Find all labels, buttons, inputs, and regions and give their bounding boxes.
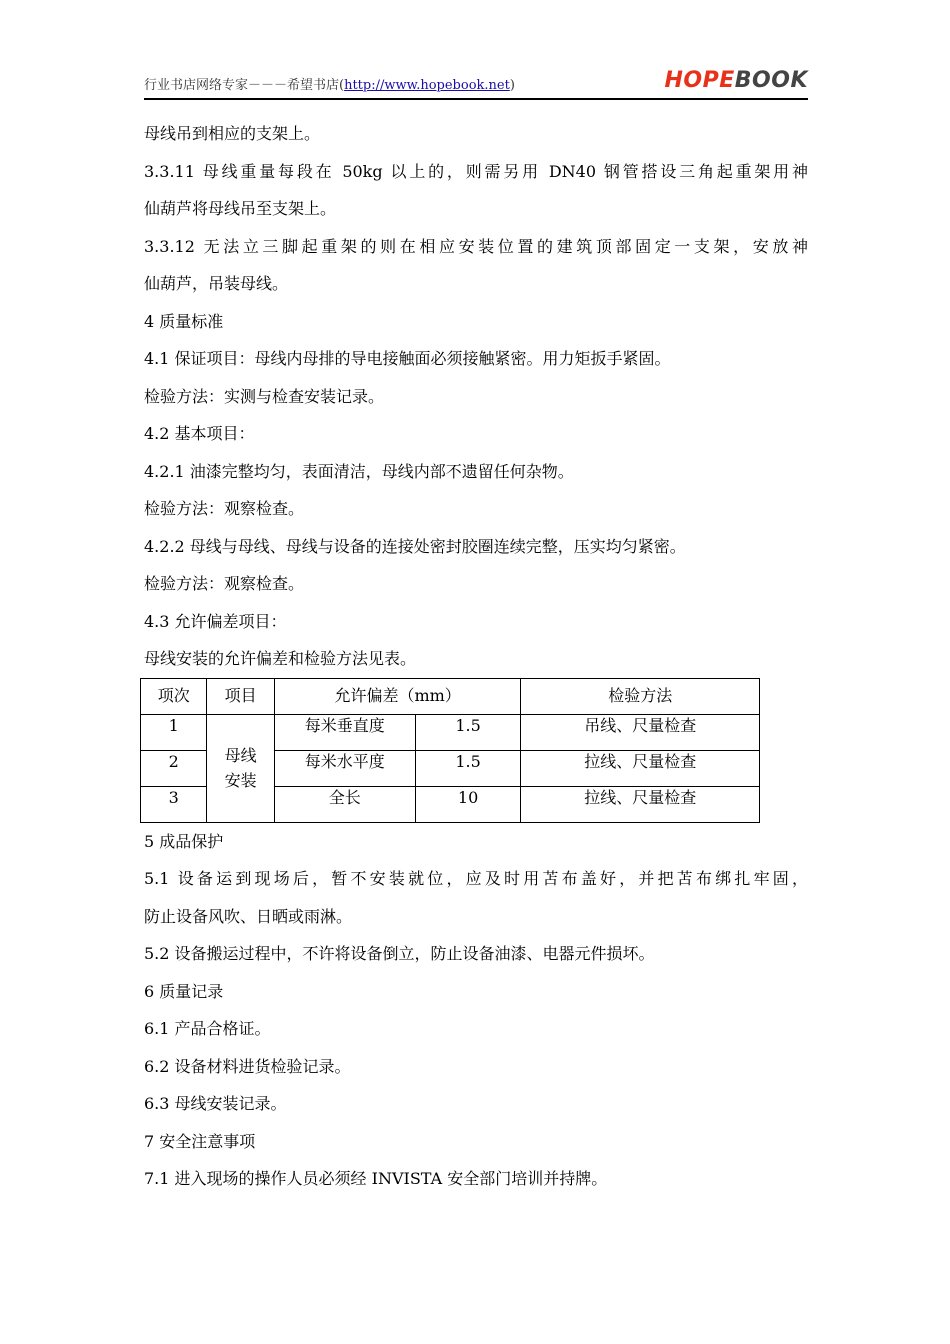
body-line: 4.2 基本项目： xyxy=(144,424,255,443)
table-row xyxy=(141,714,760,750)
tolerance-table xyxy=(140,678,760,823)
cell-seq: 2 xyxy=(141,750,207,786)
table-header-row xyxy=(141,678,760,714)
hopebook-logo xyxy=(664,68,808,93)
header-prefix: 行业书店网络专家－－－希望书店( xyxy=(144,78,345,93)
cell-method: 吊线、尺量检查 xyxy=(521,714,760,750)
section-heading: 5 成品保护 xyxy=(144,831,224,851)
body-line: 仙葫芦，吊装母线。 xyxy=(144,274,289,293)
header-tolerance: 允许偏差（mm） xyxy=(274,678,521,714)
header-seq: 项次 xyxy=(141,678,207,714)
body-line: 4.1 保证项目：母线内母排的导电接触面必须接触紧密。用力矩扳手紧固。 xyxy=(144,349,671,368)
cell-item: 母线 安装 xyxy=(207,714,274,822)
body-line: 3.3.12 无法立三脚起重架的则在相应安装位置的建筑顶部固定一支架，安放神 xyxy=(144,236,808,256)
page-header xyxy=(144,62,808,100)
body-line: 3.3.11 母线重量每段在 50kg 以上的，则需另用 DN40 钢管搭设三角起重架用神 xyxy=(144,161,808,181)
section-heading: 7 安全注意事项 xyxy=(144,1131,256,1151)
body-line: 7.1 进入现场的操作人员必须经 INVISTA 安全部门培训并持牌。 xyxy=(144,1169,608,1188)
cell-method: 拉线、尺量检查 xyxy=(521,786,760,822)
header-text xyxy=(144,74,515,93)
cell-method: 拉线、尺量检查 xyxy=(521,750,760,786)
cell-desc: 每米水平度 xyxy=(274,750,415,786)
table-caption: 母线安装的允许偏差和检验方法见表。 xyxy=(144,649,417,668)
cell-value: 10 xyxy=(415,786,521,822)
body-line: 检验方法：观察检查。 xyxy=(144,499,305,518)
section-heading: 4 质量标准 xyxy=(144,311,224,331)
body-line: 防止设备风吹、日晒或雨淋。 xyxy=(144,906,353,926)
cell-value: 1.5 xyxy=(415,750,521,786)
cell-desc: 全长 xyxy=(274,786,415,822)
document-body xyxy=(144,115,808,1198)
body-line: 4.3 允许偏差项目： xyxy=(144,611,287,631)
body-line: 4.2.1 油漆完整均匀，表面清洁，母线内部不遗留任何杂物。 xyxy=(144,461,574,481)
body-line: 6.1 产品合格证。 xyxy=(144,1019,271,1038)
cell-desc: 每米垂直度 xyxy=(274,714,415,750)
body-line: 6.2 设备材料进货检验记录。 xyxy=(144,1056,351,1076)
cell-seq: 3 xyxy=(141,786,207,822)
section-heading: 6 质量记录 xyxy=(144,981,224,1001)
body-line: 检验方法：观察检查。 xyxy=(144,574,305,593)
body-line: 母线吊到相应的支架上。 xyxy=(144,124,321,143)
logo-book: BOOK xyxy=(734,68,808,93)
body-line: 4.2.2 母线与母线、母线与设备的连接处密封胶圈连续完整，压实均匀紧密。 xyxy=(144,536,686,556)
header-method: 检验方法 xyxy=(521,678,760,714)
body-line: 5.2 设备搬运过程中，不许将设备倒立，防止设备油漆、电器元件损坏。 xyxy=(144,944,655,963)
body-line: 仙葫芦将母线吊至支架上。 xyxy=(144,199,337,218)
logo-hope: HOPE xyxy=(664,68,735,93)
cell-seq: 1 xyxy=(141,714,207,750)
body-line: 6.3 母线安装记录。 xyxy=(144,1094,287,1113)
header-suffix: ) xyxy=(509,78,515,93)
body-line: 5.1 设备运到现场后，暂不安装就位，应及时用苫布盖好，并把苫布绑扎牢固， xyxy=(144,869,808,888)
body-line: 检验方法：实测与检查安装记录。 xyxy=(144,386,385,406)
header-link[interactable]: http://www.hopebook.net xyxy=(344,78,510,93)
cell-value: 1.5 xyxy=(415,714,521,750)
header-item: 项目 xyxy=(207,678,274,714)
